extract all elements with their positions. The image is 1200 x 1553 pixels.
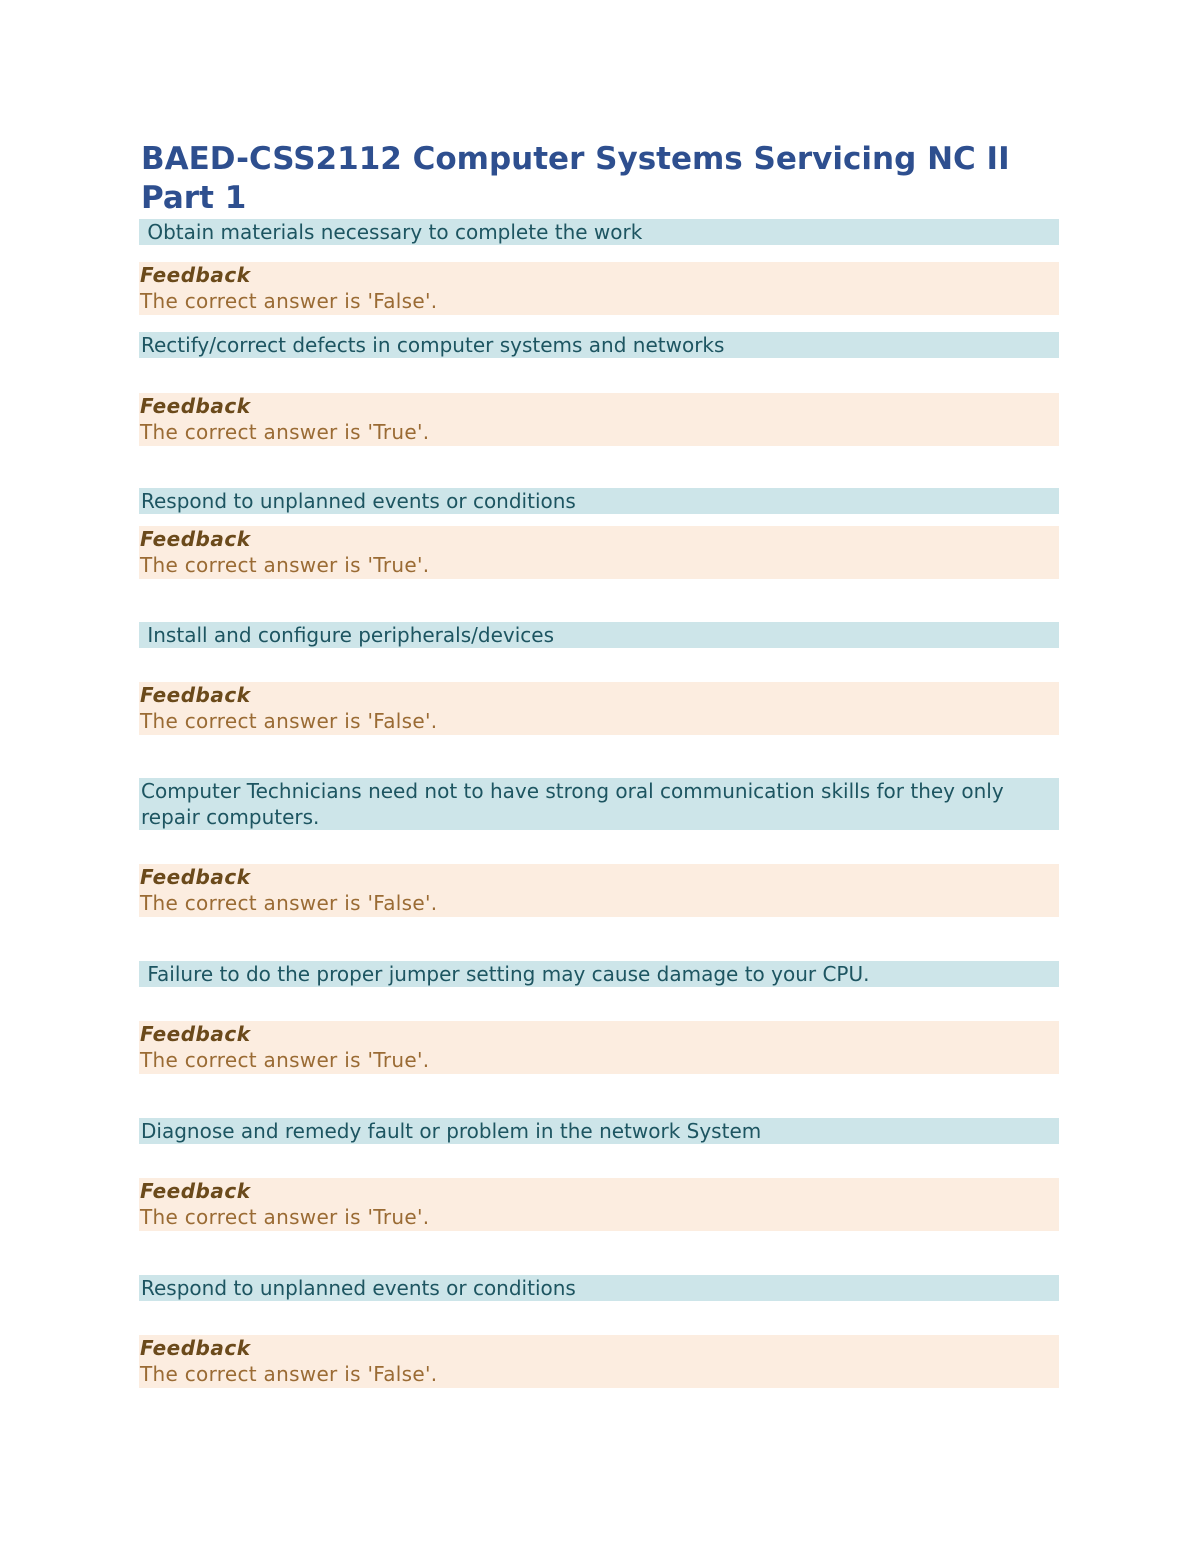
feedback-answer: The correct answer is 'True'. — [140, 1205, 430, 1229]
question-text: Respond to unplanned events or conditions — [139, 1275, 1059, 1301]
page-title: BAED-CSS2112 Computer Systems Servicing NC II Part 1 — [141, 141, 1010, 216]
question-text: Computer Technicians need not to have strong oral communication skills for they only repair computers. — [139, 778, 1059, 830]
feedback-label: Feedback — [140, 394, 251, 418]
feedback-label: Feedback — [140, 527, 251, 551]
feedback-box — [139, 1021, 1059, 1074]
question-text: Obtain materials necessary to complete the work — [139, 219, 1059, 245]
feedback-answer: The correct answer is 'False'. — [140, 1362, 438, 1386]
feedback-box — [139, 864, 1059, 917]
feedback-label: Feedback — [140, 1179, 251, 1203]
feedback-box — [139, 526, 1059, 579]
feedback-box — [139, 393, 1059, 446]
question-text: Failure to do the proper jumper setting may cause damage to your CPU. — [139, 961, 1059, 987]
question-text: Respond to unplanned events or conditions — [139, 488, 1059, 514]
feedback-answer: The correct answer is 'True'. — [140, 1048, 430, 1072]
feedback-answer: The correct answer is 'True'. — [140, 553, 430, 577]
feedback-label: Feedback — [140, 865, 251, 889]
feedback-answer: The correct answer is 'False'. — [140, 289, 438, 313]
feedback-box — [139, 262, 1059, 315]
question-text: Diagnose and remedy fault or problem in the network System — [139, 1118, 1059, 1144]
feedback-box — [139, 1335, 1059, 1388]
feedback-answer: The correct answer is 'False'. — [140, 709, 438, 733]
question-text: Rectify/correct defects in computer systems and networks — [139, 332, 1059, 358]
feedback-label: Feedback — [140, 1022, 251, 1046]
feedback-label: Feedback — [140, 683, 251, 707]
feedback-answer: The correct answer is 'False'. — [140, 891, 438, 915]
feedback-label: Feedback — [140, 263, 251, 287]
feedback-label: Feedback — [140, 1336, 251, 1360]
feedback-box — [139, 682, 1059, 735]
feedback-box — [139, 1178, 1059, 1231]
question-text: Install and configure peripherals/devices — [139, 622, 1059, 648]
feedback-answer: The correct answer is 'True'. — [140, 420, 430, 444]
